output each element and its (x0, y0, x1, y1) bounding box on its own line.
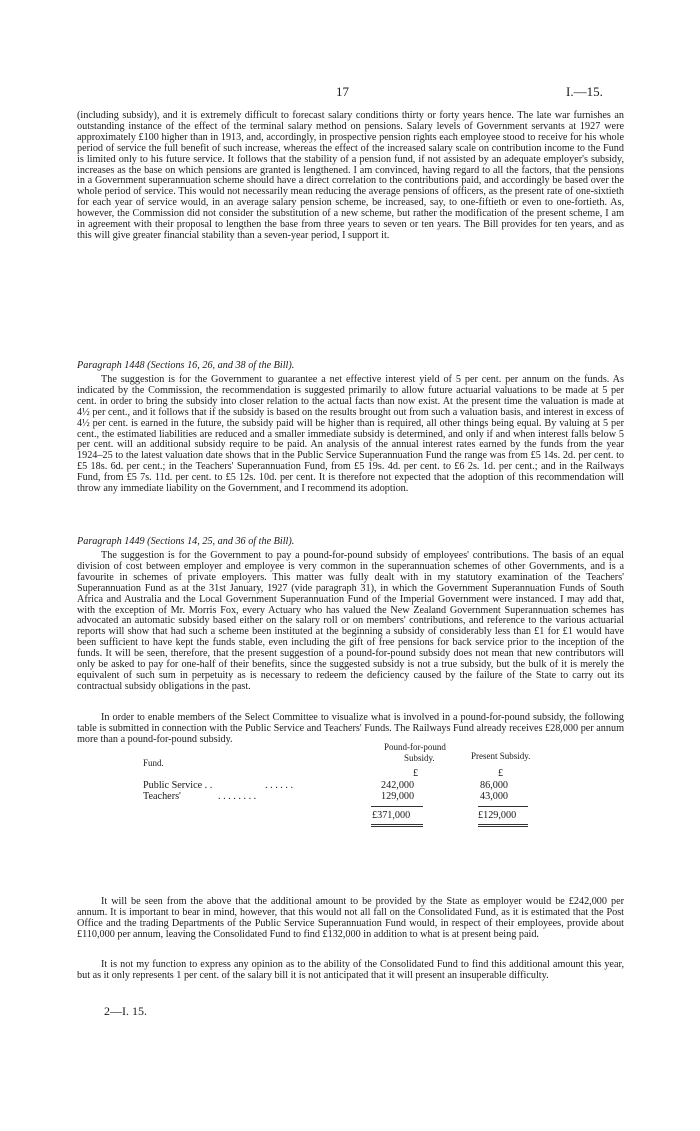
total-rule-pound-1 (371, 824, 423, 825)
total-rule-present-2 (478, 826, 528, 827)
total-rule-pound-2 (371, 826, 423, 827)
total-rule-present-1 (478, 824, 528, 825)
paragraph-after-table: It will be seen from the above that the additional amount to be provided by the State as employer would be £242,000 per annum. It is important to bear in mind, however, that this would not all fall on the Consolidated Fund, as it is estimated that the Post Office and the trading Departments of the Public Service Superannuation Fund would, in respect of their employees, provide about £110,000 per annum, leaving the Consolidated Fund to find £132,000 in addition to what is at present being paid. (77, 896, 624, 940)
column-header-pound-line2: Subsidy. (404, 753, 435, 763)
paragraph-intro: (including subsidy), and it is extremely difficult to forecast salary conditions thirty or forty years hence. The late war furnishes an outstanding instance of the effect of the terminal salary method on pensions. Salary levels of Government servants at 1927 were approximately £100 higher than in 1913, and, accordingly, in prospective pension rights each employee stood to receive for his whole period of service the full benefit of such increase, whereas the effect of the increased salary scale on contribution income to the Fund is limited only to his future service. It follows that the stability of a pension fund, if not assisted by an adequate employer's subsidy, increases as the base on which pensions are granted is lengthened. I am convinced, having regard to all the factors, that the pensions in a Government superannuation scheme should have a direct correlation to the contributions paid, and accordingly be based over the whole period of service. This would not necessarily mean reducing the average pensions of officers, as the present rate of one-sixtieth for each year of service would, in an average salary pension scheme, be increased, say, to one-fiftieth or even to one-fortieth. As, however, the Commission did not consider the substitution of a new scheme, but rather the modification of the present scheme, I am in agreement with their proposal to lengthen the base from three years to seven or ten years. The Bill provides for ten years, and as this will give greater financial stability than a seven-year period, I support it. (77, 110, 624, 241)
row-fund-name: Public Service . . (143, 780, 213, 791)
paragraph-1448: The suggestion is for the Government to guarantee a net effective interest yield of 5 per cent. per annum on the funds. As indicated by the Commission, the recommendation is suggested primarily to allow future actuarial valuations to be made at 5 per cent. in order to bring the subsidy into closer relation to the actual facts than now exist. At the present time the valuation is made at 4½ per cent., and it follows that if the subsidy is based on the results brought out from such a valuation basis, and interest in excess of 4½ per cent. is earned in the future, the subsidy paid will be higher than is required, all other things being equal. By valuing at 5 per cent., the estimated liabilities are reduced and a smaller immediate subsidy is determined, and only if and when interest falls below 5 per cent. will an additional subsidy require to be paid. An analysis of the annual interest rates earned by the funds from the year 1924–25 to the latest valuation date shows that in the Public Service Superannuation Fund the range was from £5 14s. 2d. per cent. to £5 18s. 6d. per cent.; in the Teachers' Superannuation Fund, from £5 19s. 4d. per cent. to £6 2s. 1d. per cent.; and in the Railways Fund, from £5 7s. 11d. per cent. to £5 12s. 10d. per cent. It is therefore not expected that the adoption of this recommendation will throw any immediate liability on the Government, and I recommend its adoption. (77, 374, 624, 495)
page-number: 17 (336, 84, 349, 99)
row-pound-value: 242,000 (381, 780, 415, 791)
column-header-present: Present Subsidy. (471, 751, 531, 761)
subtotal-rule-present (478, 806, 528, 807)
footer-signature: 2—I. 15. (104, 1004, 147, 1018)
heading-paragraph-1448: Paragraph 1448 (Sections 16, 26, and 38 of the Bill). (77, 360, 295, 371)
unit-pound-subsidy: £ (413, 768, 419, 779)
paragraph-1449: The suggestion is for the Government to pay a pound-for-pound subsidy of employees' contributions. The basis of an equal division of cost between employer and employee is very common in the superannuation schemes of other Governments, and is a favourite in schemes of private employers. This matter was fully dealt with in my statutory examination of the Teachers' Superannuation Fund as at the 31st January, 1927 (vide paragraph 31), in which the Government Superannuation Funds of South Africa and Australia and the Local Government Superannuation Fund of the Imperial Government were instanced. I may add that, with the exception of Mr. Morris Fox, every Actuary who has valued the New Zealand Government Superannuation schemes has advocated an automatic subsidy based either on the salary roll or on members' contributions, and reference to the various actuarial reports will show that had such a scheme been instituted at the beginning a subsidy of considerably less than £1 for £1 would have been sufficient to have kept the funds stable, even including the gift of free pensions for back service prior to the inception of the funds. It will be seen, therefore, that the present suggestion of a pound-for-pound subsidy does not mean that new contributors will only be asked to pay for one-half of their benefits, since the suggested subsidy is not a true subsidy, but the bulk of it is merely the equivalent of such sum in perpetuity as is necessary to redeem the deficiency caused by the failure of the State to carry out its contractual subsidy obligations in the past. (77, 550, 624, 692)
row-pound-value: 129,000 (381, 791, 415, 802)
paragraph-final: It is not my function to express any opinion as to the ability of the Consolidated Fund to find this additional amount this year, but as it only represents 1 per cent. of the salary bill it is not anticipated that it will present an insuperable difficulty. (77, 959, 624, 981)
paragraph-table-intro: In order to enable members of the Select Committee to visualize what is involved in a pound-for-pound subsidy, the following table is submitted in connection with the Public Service and Teachers' Funds. The Railways Fund already receives £28,000 per annum more than a pound-for-pound subsidy. (77, 712, 624, 745)
unit-present-subsidy: £ (498, 768, 504, 779)
row-fund-name: Teachers' (143, 791, 181, 802)
row-present-value: 86,000 (480, 780, 509, 791)
row-present-value: 43,000 (480, 791, 509, 802)
heading-paragraph-1449: Paragraph 1449 (Sections 14, 25, and 36 of the Bill). (77, 536, 295, 547)
total-present-subsidy: £129,000 (478, 810, 517, 821)
subtotal-rule-pound (371, 806, 423, 807)
total-pound-subsidy: £371,000 (372, 810, 411, 821)
subsidy-table (0, 742, 700, 892)
document-reference: I.—15. (566, 84, 603, 99)
row-leader-dots: . . . . . . (265, 780, 294, 791)
column-header-fund: Fund. (143, 758, 164, 768)
column-header-pound-line1: Pound-for-pound (384, 742, 446, 752)
row-leader-dots: . . . . . . . . (218, 791, 257, 802)
